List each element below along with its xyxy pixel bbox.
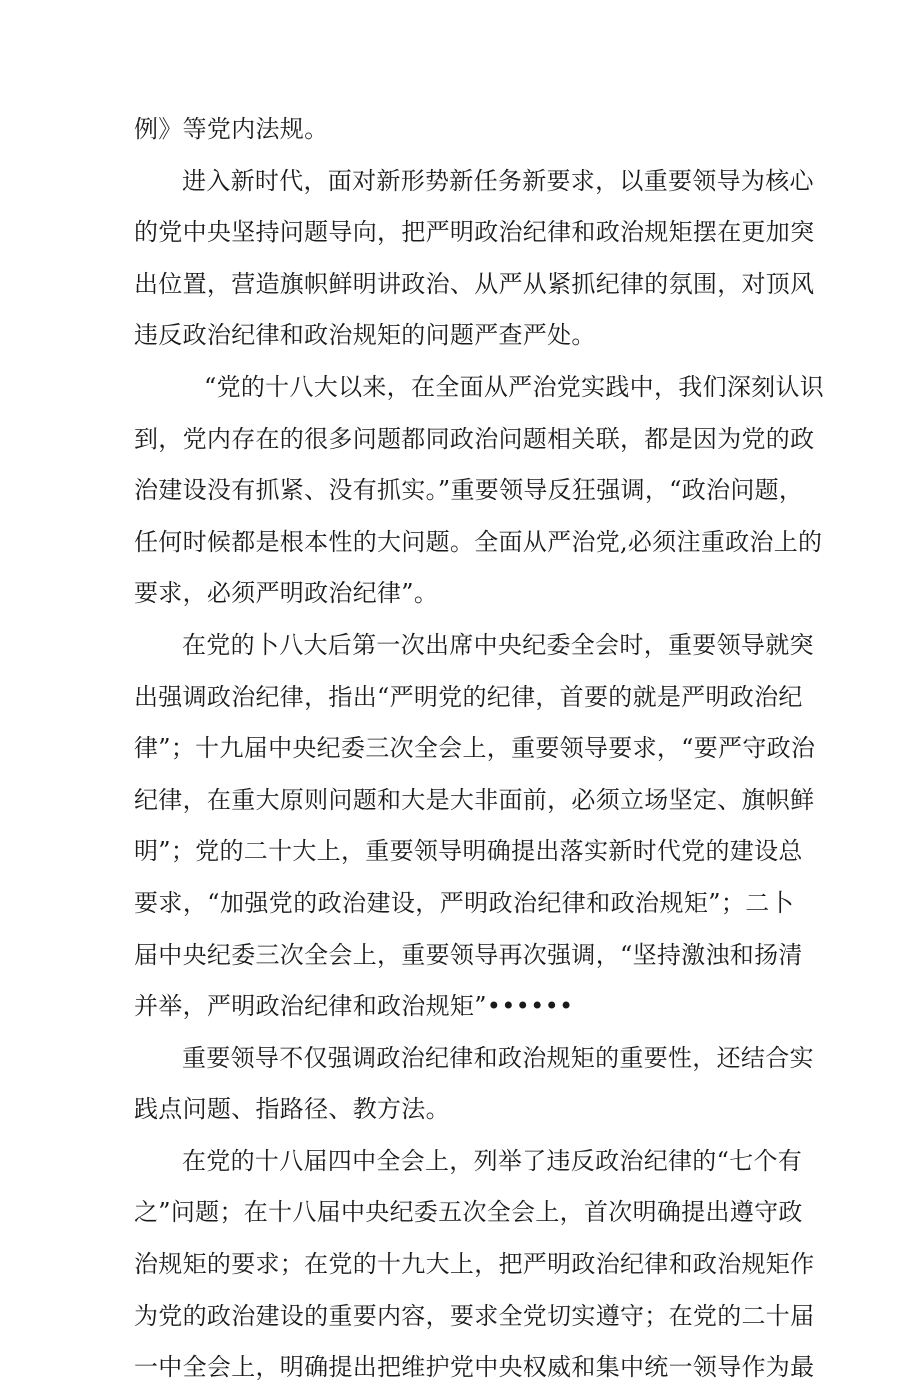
paragraph xyxy=(134,620,816,1033)
text-line: 出位置，营造旗帜鲜明讲政治、从严从紧抓纪律的氛围，对顶风 xyxy=(134,269,815,298)
text-line: 明”；党的二十大上，重要领导明确提出落实新时代党的建设总 xyxy=(134,837,803,866)
text-line: 到，党内存在的很多问题都同政治问题相关联，都是因为党的政 xyxy=(134,424,815,453)
paragraph xyxy=(134,104,794,156)
text-line: 要求，“加强党的政治建设，严明政治纪律和政治规矩”；二卜 xyxy=(134,888,794,917)
paragraph xyxy=(134,1136,815,1394)
text-line: 出强调政治纪律，指出“严明党的纪律，首要的就是严明政治纪 xyxy=(134,682,803,711)
text-line: 律”；十九届中央纪委三次全会上，重要领导要求，“要严守政治 xyxy=(134,734,816,763)
paragraph xyxy=(134,362,825,620)
text-line: 治规矩的要求；在党的十九大上，把严明政治纪律和政治规矩作 xyxy=(134,1250,815,1279)
text-line: 践点问题、指路径、教方法。 xyxy=(134,1095,450,1124)
text-line: 在党的十八届四中全会上，列举了违反政治纪律的“七个有 xyxy=(182,1146,803,1175)
paragraph xyxy=(134,156,815,362)
document-body xyxy=(134,104,825,1394)
text-line: 一中全会上，明确提出把维护党中央权威和集中统一领导作为最 xyxy=(134,1353,815,1382)
text-line: 纪律，在重大原则问题和大是大非面前，必须立场坚定、旗帜鲜 xyxy=(134,785,815,814)
paragraph xyxy=(134,1033,814,1136)
text-line: “党的十八大以来，在全面从严治党实践中，我们深刻认识 xyxy=(204,372,825,401)
text-line: 要求，必须严明政治纪律”。 xyxy=(134,579,439,608)
text-line: 届中央纪委三次全会上，重要领导再次强调，“坚持激浊和扬清 xyxy=(134,940,803,969)
text-line: 治建设没有抓紧、没有抓实。”重要领导反狂强调，“政治问题， xyxy=(134,476,804,505)
text-line: 进入新时代，面对新形势新任务新要求，以重要领导为核心 xyxy=(182,166,814,195)
text-line: 并举，严明政治纪律和政治规矩”•••••• xyxy=(134,992,574,1021)
text-line: 违反政治纪律和政治规矩的问题严查严处。 xyxy=(134,321,596,350)
text-line: 在党的卜八大后第一次出席中央纪委全会时，重要领导就突 xyxy=(182,630,814,659)
text-line: 的党中央坚持问题导向，把严明政治纪律和政治规矩摆在更加突 xyxy=(134,218,815,247)
text-line: 重要领导不仅强调政治纪律和政治规矩的重要性，还结合实 xyxy=(182,1043,814,1072)
text-line: 之”问题；在十八届中央纪委五次全会上，首次明确提出遵守政 xyxy=(134,1198,803,1227)
text-line: 例》等党内法规。 xyxy=(134,115,329,143)
text-line: 任何时候都是根本性的大问题。全面从严治党,必须注重政治上的 xyxy=(134,527,823,556)
text-line: 为党的政治建设的重要内容，要求全党切实遵守；在党的二十届 xyxy=(134,1301,815,1330)
